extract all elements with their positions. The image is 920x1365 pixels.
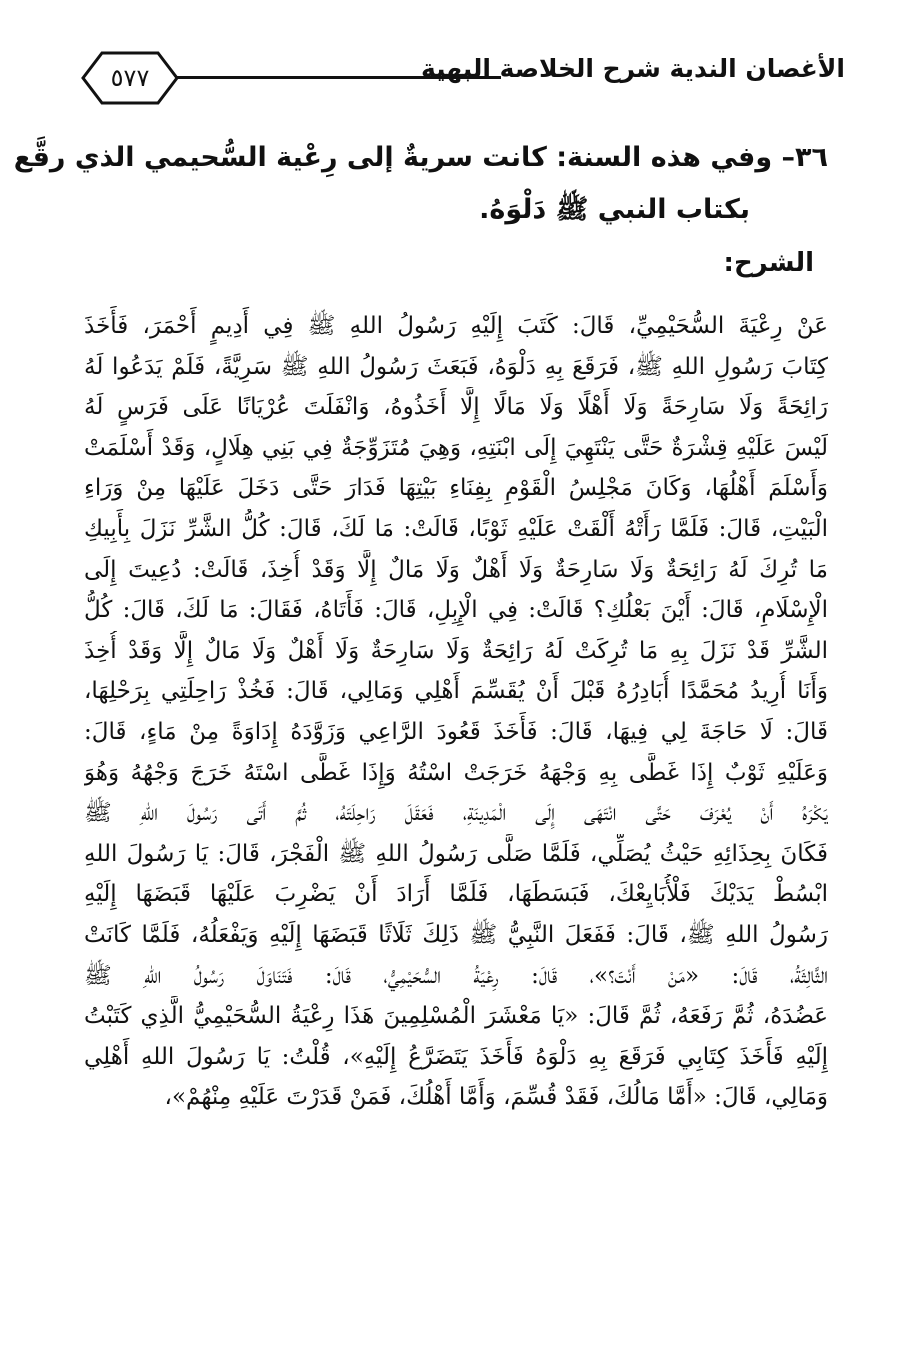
body-line: عَضُدَهُ، ثُمَّ رَفَعَهُ، ثُمَّ قَالَ: «يَا مَعْشَرَ الْمُسْلِمِينَ هَذَا رِعْيَةُ السُّحَيْمِيُّ الَّذِي كَتَبْتُ <box>84 1003 828 1030</box>
body-line: وَأَنَا أُرِيدُ مُحَمَّدًا أُبَادِرُهُ قَبْلَ أَنْ يُقَسِّمَ أَهْلِي وَمَالِي، قَالَ: فَخُذْ رَاحِلَتِي بِرَحْلِهَا، <box>84 678 828 705</box>
body-line: الْإِسْلَامِ، قَالَ: أَيْنَ بَعْلُكِ؟ قَالَتْ: فِي الْإِبِلِ، قَالَ: فَأَتَاهُ، فَقَالَ: مَا لَكَ، قَالَ: كُلُّ <box>84 597 828 624</box>
header-rule <box>176 76 501 79</box>
body-line: وَمَالِي، قَالَ: «أَمَّا مَالُكَ، فَقَدْ قُسِّمَ، وَأَمَّا أَهْلُكَ، فَمَنْ قَدَرْتَ عَلَيْهِ مِنْهُمْ»، <box>164 1084 828 1111</box>
body-line: الشَّرِّ قَدْ نَزَلَ بِهِ مَا تُرِكَتْ لَهُ رَائِحَةٌ وَلَا سَارِحَةٌ وَلَا أَهْلٌ وَلَا مَالٌ إِلَّا وَقَدْ أُخِذَ <box>84 637 828 664</box>
body-line: مَا تُرِكَ لَهُ رَائِحَةٌ وَلَا سَارِحَةٌ وَلَا أَهْلٌ وَلَا مَالٌ إِلَّا وَقَدْ أُخِذَ، قَالَتْ: دُعِيتَ إِلَى <box>84 556 828 583</box>
body-text <box>84 306 828 1118</box>
page-number-badge <box>80 50 180 106</box>
heading-line-1: ٣٦– وفي هذه السنة: كانت سريةٌ إلى رِعْية السُّحيمي الذي رقَّع <box>13 142 828 173</box>
body-line: الْبَيْتِ، قَالَ: فَلَمَّا رَأَتْهُ أَلْقَتْ عَلَيْهِ ثَوْبًا، قَالَتْ: مَا لَكَ، قَالَ: كُلُّ الشَّرِّ نَزَلَ بِأَبِيكِ <box>84 515 828 542</box>
body-line: رَسُولُ اللهِ ﷺ، قَالَ: فَفَعَلَ النَّبِيُّ ﷺ ذَلِكَ ثَلَاثًا قَبَضَهَا إِلَيْهِ وَيَفْعَلُهُ، فَلَمَّا كَانَتْ <box>84 921 828 948</box>
body-line: كِتَابَ رَسُولِ اللهِ ﷺ، فَرَقَعَ بِهِ دَلْوَهُ، فَبَعَثَ رَسُولُ اللهِ ﷺ سَرِيَّةً، فَلَمْ يَدَعُوا لَهُ <box>84 353 828 380</box>
body-line: وَأَسْلَمَ أَهْلُهَا، وَكَانَ مَجْلِسُ الْقَوْمِ بِفِنَاءِ بَيْتِهَا فَدَارَ حَتَّى دَخَلَ عَلَيْهَا مِنْ وَرَاءِ <box>84 475 828 502</box>
body-line: عَنْ رِعْيَةَ السُّحَيْمِيِّ، قَالَ: كَتَبَ إِلَيْهِ رَسُولُ اللهِ ﷺ فِي أَدِيمٍ أَحْمَرَ، فَأَخَذَ <box>84 313 828 339</box>
page-number: ٥٧٧ <box>110 64 150 92</box>
commentary-label: الشرح: <box>723 248 814 278</box>
body-line: فَكَانَ بِحِذَائِهِ حَيْثُ يُصَلِّي، فَلَمَّا صَلَّى رَسُولُ اللهِ ﷺ الْفَجْرَ، قَالَ: يَا رَسُولَ اللهِ <box>84 840 828 867</box>
running-header <box>80 44 845 120</box>
body-line: قَالَ: لَا حَاجَةَ لِي فِيهَا، قَالَ: فَأَخَذَ قَعُودَ الرَّاعِي وَزَوَّدَهُ إِدَاوَةً مِنْ مَاءٍ، قَالَ: <box>84 718 828 745</box>
heading-line-2: بكتاب النبي ﷺ دَلْوَهُ. <box>479 194 750 225</box>
body-line: يَكْرَهُ أَنْ يُعْرَفَ حَتَّى انْتَهَى إِلَى الْمَدِينَةِ، فَعَقَلَ رَاحِلَتَهُ، ثُمَّ أَتَى رَسُولَ اللهِ ﷺ <box>84 800 828 827</box>
body-line: ابْسُطْ يَدَيْكَ فَلْأُبَايِعْكَ، فَبَسَطَهَا، فَلَمَّا أَرَادَ أَنْ يَضْرِبَ عَلَيْهَا قَبَضَهَا إِلَيْهِ <box>84 881 828 908</box>
body-line: إِلَيْهِ فَأَخَذَ كِتَابِي فَرَقَعَ بِهِ دَلْوَهُ فَأَخَذَ يَتَضَرَّعُ إِلَيْهِ»، قُلْتُ: يَا رَسُولَ اللهِ أَهْلِي <box>84 1043 828 1070</box>
body-line: وَعَلَيْهِ ثَوْبٌ إِذَا غَطَّى بِهِ وَجْهَهُ خَرَجَتْ اسْتُهُ وَإِذَا غَطَّى اسْتَهُ خَرَجَ وَجْهُهُ وَهُوَ <box>84 759 828 786</box>
section-heading <box>13 132 828 236</box>
body-line: رَائِحَةً وَلَا سَارِحَةً وَلَا أَهْلًا وَلَا مَالًا إِلَّا أَخَذُوهُ، وَانْفَلَتَ عُرْيَانًا عَلَى فَرَسٍ لَهُ <box>84 394 828 421</box>
book-title: الأغصان الندية شرح الخلاصة البهية <box>420 54 845 83</box>
body-line: الثَّالِثَةُ، قَالَ: «مَنْ أَنْتَ؟»، قَالَ: رِعْيَةُ السُّحَيْمِيُّ، قَالَ: فَتَنَاوَلَ رَسُولُ اللهِ ﷺ <box>84 962 828 989</box>
body-line: لَيْسَ عَلَيْهِ قِشْرَةٌ حَتَّى يَنْتَهِيَ إِلَى ابْنَتِهِ، وَهِيَ مُتَزَوِّجَةٌ فِي بَنِي هِلَالٍ، وَقَدْ أَسْلَمَتْ <box>84 434 828 461</box>
